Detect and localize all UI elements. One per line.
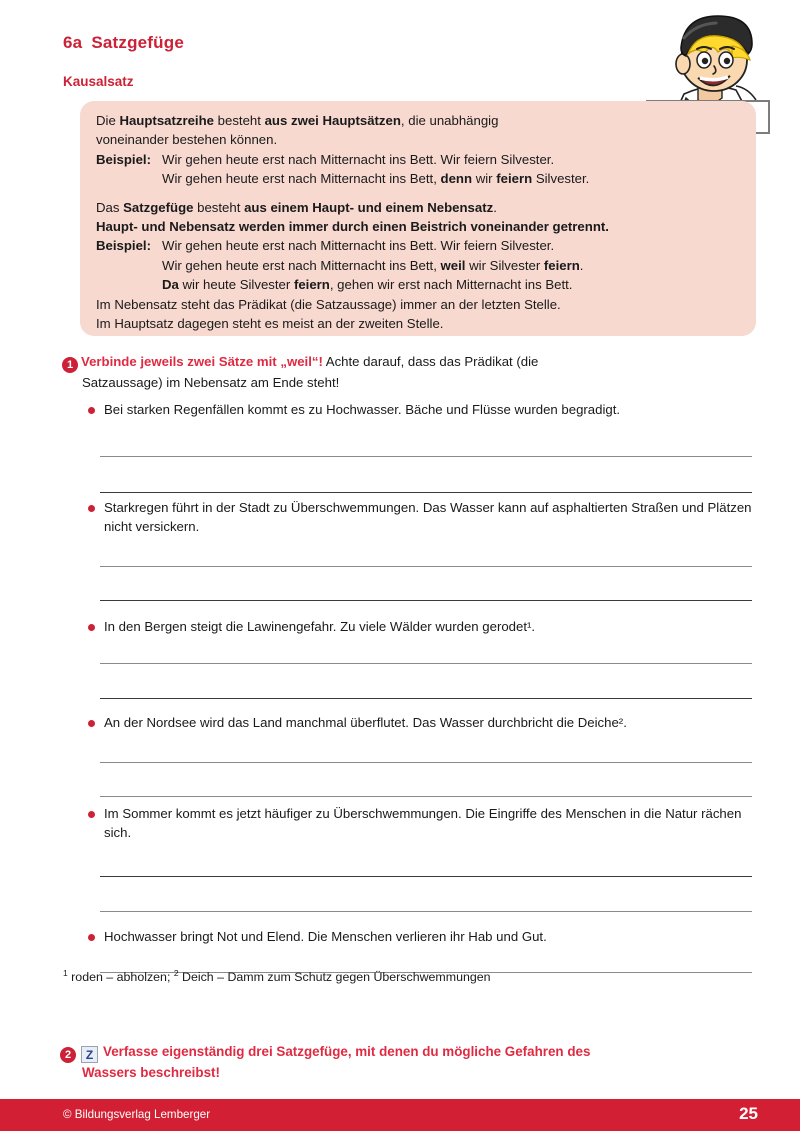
exercise-1-instruction-line2: Satzaussage) im Nebensatz am Ende steht! <box>82 375 340 390</box>
footer-copyright: © Bildungsverlag Lemberger <box>63 1108 211 1121</box>
answer-line[interactable] <box>100 663 752 664</box>
footnote <box>63 964 491 986</box>
exercise-1-instruction-highlight: Verbinde jeweils zwei Sätze mit „weil“! <box>81 354 323 369</box>
list-item-text: In den Bergen steigt die Lawinengefahr. Zu viele Wälder wurden gerodet¹. <box>88 617 760 636</box>
footnote-marker-2: 2 <box>173 968 179 978</box>
footnote-text-1: roden – abholzen; <box>67 970 174 985</box>
info-block1-line1: Die Hauptsatzreihe besteht aus zwei Hauptsätzen, die unabhängig <box>96 113 499 128</box>
answer-line[interactable] <box>100 600 752 601</box>
page-title-number: 6a <box>63 33 83 52</box>
answer-line[interactable] <box>100 911 752 912</box>
info-block2-line1: Das Satzgefüge besteht aus einem Haupt- und einem Nebensatz. <box>96 199 497 215</box>
list-item <box>88 927 760 946</box>
info-block2-example1: Wir gehen heute erst nach Mitternacht ins Bett. Wir feiern Silvester. <box>162 238 555 254</box>
info-block2-example2: Wir gehen heute erst nach Mitternacht ins Bett, weil wir Silvester feiern. <box>162 257 584 273</box>
exercise-2-instruction <box>60 1042 760 1083</box>
exercise-2-number-badge: 2 <box>60 1047 76 1063</box>
list-item <box>88 804 760 842</box>
list-item <box>88 498 760 536</box>
info-block1-example1: Wir gehen heute erst nach Mitternacht ins Bett. Wir feiern Silvester. <box>162 151 555 167</box>
list-item <box>88 400 760 419</box>
answer-line[interactable] <box>100 762 752 763</box>
footnote-text-2: Deich – Damm zum Schutz gegen Überschwemmungen <box>178 970 491 985</box>
info-block1-example-label: Beispiel: <box>96 151 151 167</box>
list-item <box>88 617 760 636</box>
info-block2-line2: Haupt- und Nebensatz werden immer durch einen Beistrich voneinander getrennt. <box>96 219 609 235</box>
exercise-2-instruction-line1: Verfasse eigenständig drei Satzgefüge, mit denen du mögliche Gefahren des <box>103 1044 591 1059</box>
list-item-text: Starkregen führt in der Stadt zu Überschwemmungen. Das Wasser kann auf asphaltierten Straßen und Plätzen nicht versickern. <box>88 498 760 536</box>
list-item-text: Bei starken Regenfällen kommt es zu Hochwasser. Bäche und Flüsse wurden begradigt. <box>88 400 760 419</box>
answer-line[interactable] <box>100 796 752 797</box>
list-item-text: Hochwasser bringt Not und Elend. Die Menschen verlieren ihr Hab und Gut. <box>88 927 760 946</box>
z-icon: Z <box>81 1046 98 1063</box>
page-footer <box>0 1099 800 1131</box>
exercise-1-number-badge: 1 <box>62 357 78 373</box>
info-block2-example3: Da wir heute Silvester feiern, gehen wir erst nach Mitternacht ins Bett. <box>162 277 573 293</box>
list-item-text: An der Nordsee wird das Land manchmal überflutet. Das Wasser durchbricht die Deiche². <box>88 713 760 732</box>
exercise-2-instruction-line2: Wassers beschreibst! <box>82 1065 220 1080</box>
info-box <box>80 101 756 336</box>
page-title-text: Satzgefüge <box>91 33 184 52</box>
answer-line[interactable] <box>100 492 752 493</box>
page-subtitle: Kausalsatz <box>63 74 134 89</box>
footnote-marker-1: 1 <box>63 968 68 978</box>
list-item-text: Im Sommer kommt es jetzt häufiger zu Überschwemmungen. Die Eingriffe des Menschen in die Natur rächen sich. <box>88 804 760 842</box>
info-block2-note2: Im Hauptsatz dagegen steht es meist an der zweiten Stelle. <box>96 316 444 332</box>
exercise-1-instruction-rest: Achte darauf, dass das Prädikat (die <box>322 354 539 369</box>
info-block2-note1: Im Nebensatz steht das Prädikat (die Satzaussage) immer an der letzten Stelle. <box>96 296 561 312</box>
info-block1-example2: Wir gehen heute erst nach Mitternacht ins Bett, denn wir feiern Silvester. <box>162 171 590 187</box>
answer-line[interactable] <box>100 456 752 457</box>
info-block1-line2: voneinander bestehen können. <box>96 132 278 148</box>
answer-line[interactable] <box>100 566 752 567</box>
answer-line[interactable] <box>100 876 752 877</box>
info-block2-example1-row <box>96 236 740 255</box>
list-item <box>88 713 760 732</box>
info-block1-example1-row <box>96 150 740 169</box>
answer-line[interactable] <box>100 698 752 699</box>
footer-page-number: 25 <box>739 1104 758 1123</box>
info-box-spacer <box>96 189 740 198</box>
page-title <box>63 33 184 53</box>
info-block2-example-label: Beispiel: <box>96 238 151 254</box>
exercise-1-instruction <box>62 352 762 392</box>
